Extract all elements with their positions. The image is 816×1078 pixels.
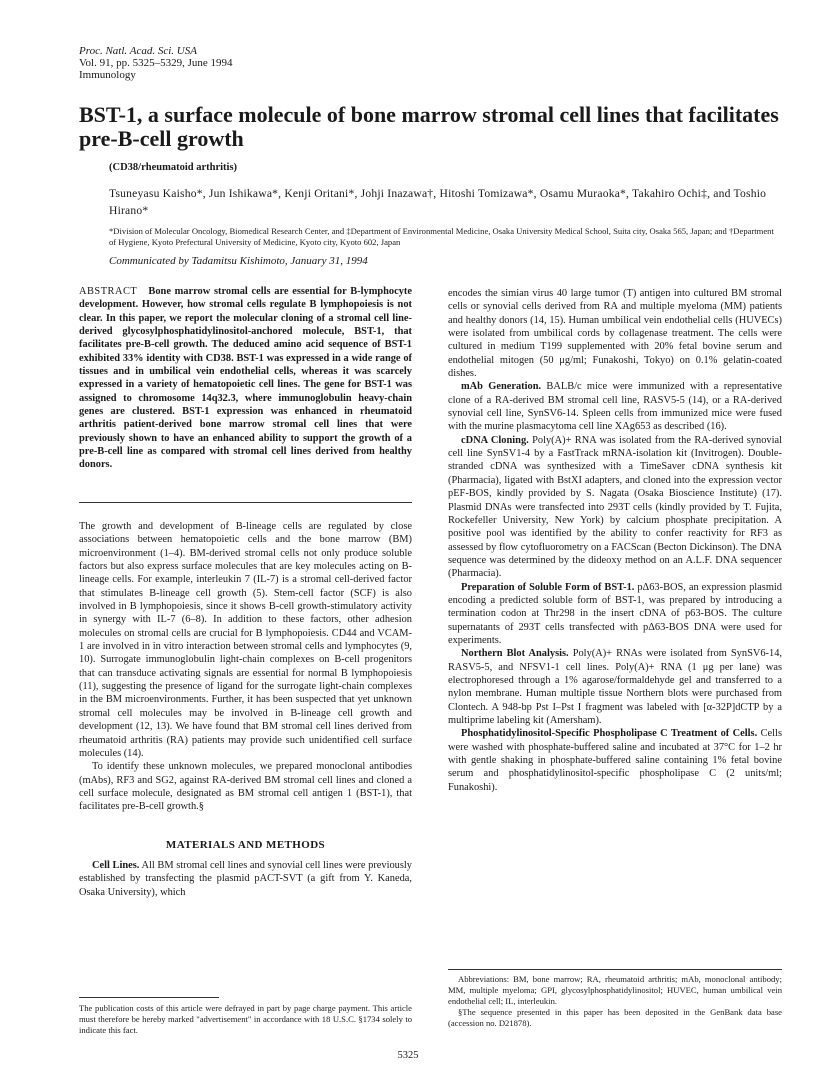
intro-paragraph: The growth and development of B-lineage cells are regulated by close associations between hematopoietic cells and the bone marrow (BM) microenvironment (1–4). BM-derived stromal cells not only produce soluble factors but also express surface molecules that are key molecules acting on B-lineage cells. For example, interleukin 7 (IL-7) is a stromal cell-derived factor that stimulates B-lineage cell growth (5). Stem-cell factor (SCF) is also involved in B lymphopoiesis, since it shows B-cell growth-stimulatory activity in synergy with IL-7 (6–8). In addition to these factors, other adhesion molecules on stromal cells are crucial for B lymphopoiesis. CD44 and VCAM-1 are involved in in vitro interaction between stromal cells and lymphocytes (9, 10). Surrogate immunoglobulin light-chain complexes on B-cell progenitors that can transduce activating signals are essential for normal B lymphopoiesis (11), suggesting the presence of ligand for the surrogate light-chain complexes in the BM microenvironments. Further, it has been suspected that yet unknown stromal cell molecules may be involved in B-lineage cell growth and development (12, 13). We have found that BM stromal cell lines derived from rheumatoid arthritis (RA) patients may provide such unidentified cell surface molecules (14). bbox=[79, 521, 412, 759]
method-paragraph: Northern Blot Analysis. Poly(A)+ RNAs were isolated from SynSV6-14, RASV5-5, and NFSV1-1 cell lines. Poly(A)+ RNA (1 μg per lane) was electrophoresed through a 1% agarose/formaldehyde gel and transferred to a nylon membrane. Human multiple tissue Northern blots were purchased from Clontech. A 948-bp Pst I–Pst I fragment was labeled with [α-32P]dCTP by a multiprime labeling kit (Amersham). bbox=[448, 648, 782, 726]
abstract-text: Bone marrow stromal cells are essential for B-lymphocyte development. However, how stromal cells regulate B lymphopoiesis is not clear. In this paper, we report the molecular cloning of a stromal cell line-derived glycosylphosphatidylinositol-anchored molecule, BST-1, that facilitates pre-B-cell growth. The deduced amino acid sequence of BST-1 exhibited 33% identity with CD38. BST-1 was expressed in a wide range of tissues and in umbilical vein endothelial cells, whereas it was scarcely expressed in a variety of hematopoietic cell lines. The gene for BST-1 was assigned to chromosome 14q32.3, where immunoglobulin heavy-chain genes are clustered. BST-1 expression was enhanced in rheumatoid arthritis patient-derived bone marrow stromal cell lines that were previously shown to have an enhanced ability to support the growth of a pre-B-cell line as compared with stromal cell lines derived from healthy donors. bbox=[79, 286, 412, 471]
intro-paragraph: To identify these unknown molecules, we prepared monoclonal antibodies (mAbs), RF3 and SG2, against RA-derived BM stromal cell lines and cloned a cell surface molecule, designated as BM stromal cell antigen 1 (BST-1), that facilitates pre-B-cell growth.§ bbox=[79, 761, 412, 813]
journal-name: Proc. Natl. Acad. Sci. USA bbox=[79, 45, 197, 57]
abstract-label: ABSTRACT bbox=[79, 286, 138, 297]
affiliations: *Division of Molecular Oncology, Biomedical Research Center, and ‡Department of Environmental Medicine, Osaka University Medical School, Suita city, Osaka 565, Japan; and †Department of Hygiene, Kyoto Prefectural University of Medicine, Kyoto city, Kyoto 602, Japan bbox=[109, 226, 774, 247]
paper-title: BST-1, a surface molecule of bone marrow stromal cell lines that facilitates pre-B-cell growth bbox=[79, 102, 779, 151]
journal-header bbox=[79, 45, 233, 81]
publication-costs-footnote: The publication costs of this article were defrayed in part by page charge payment. This article must therefore be hereby marked "advertisement" in accordance with 18 U.S.C. §1734 solely to indicate this fact. bbox=[79, 1003, 412, 1035]
page-number: 5325 bbox=[397, 1050, 419, 1061]
volume-info: Vol. 91, pp. 5325–5329, June 1994 bbox=[79, 57, 233, 69]
method-paragraph: encodes the simian virus 40 large tumor (T) antigen into cultured BM stromal cells or synovial cells derived from RA and multiple myeloma (MM) patients and healthy donors (14, 15). Human umbilical vein endothelial cells (HUVECs) were isolated from umbilical cords by collagenase treatment. The cells were cultured in medium T199 supplemented with 20% fetal bovine serum and endothelial mitogen (50 μg/ml; Funakoshi, Tokyo) on 0.1% gelatin-coated dishes. bbox=[448, 288, 782, 380]
author-list: Tsuneyasu Kaisho*, Jun Ishikawa*, Kenji Oritani*, Johji Inazawa†, Hitoshi Tomizawa*, Osamu Muraoka*, Takahiro Ochi‡, and Toshio Hirano* bbox=[109, 187, 767, 217]
cell-lines-paragraph bbox=[79, 859, 412, 899]
method-paragraph: cDNA Cloning. Poly(A)+ RNA was isolated from the RA-derived synovial cell line SynSV1-4 by a FastTrack mRNA-isolation kit (Invitrogen). Double-stranded cDNA was synthesized with a TimeSaver cDNA synthesis kit (Pharmacia), ligated with BstXI adapters, and cloned into the expression vector pEF-BOS, kindly provided by S. Nagata (Osaka Bioscience Institute) (17). Plasmid DNAs were transfected into 293T cells (kindly provided by T. Fujita, Rockefeller University, New York) by calcium phosphate precipitation. A positive pool was identified by the ability to confer reactivity for RF3 as assessed by flow cytofluorometry on a FACScan (Becton Dickinson). The DNA sequence was determined by the dideoxy method on an A.L.F. DNA sequencer (Pharmacia). bbox=[448, 434, 782, 580]
cell-lines-text: All BM stromal cell lines and synovial cell lines were previously established by transfecting the plasmid pACT-SVT (a gift from Y. Kaneda, Osaka University), which bbox=[79, 860, 412, 898]
abstract bbox=[79, 285, 412, 472]
methods-right-column bbox=[448, 287, 782, 794]
abstract-divider bbox=[79, 502, 412, 503]
introduction bbox=[79, 520, 412, 814]
section-name: Immunology bbox=[79, 69, 136, 81]
communicated-by: Communicated by Tadamitsu Kishimoto, January 31, 1994 bbox=[109, 255, 368, 267]
cell-lines-label: Cell Lines. bbox=[92, 860, 140, 871]
abbreviations-divider bbox=[448, 969, 782, 970]
abbreviations-footnote bbox=[448, 974, 782, 1029]
keywords: (CD38/rheumatoid arthritis) bbox=[109, 162, 238, 173]
method-paragraph: mAb Generation. BALB/c mice were immunized with a representative clone of a RA-derived BM stromal cell line, RASV5-5 (14), or a RA-derived synovial cell line, SynSV6-14. Spleen cells from immunized mice were fused with the murine plasmacytoma cell line XAg653 as described (16). bbox=[448, 381, 782, 433]
method-paragraph: Phosphatidylinositol-Specific Phospholipase C Treatment of Cells. Cells were washed with phosphate-buffered saline and incubated at 37°C for 1–2 hr with gentle shaking in phosphate-buffered saline containing 1% fetal bovine serum and phosphatidylinositol-specific phospholipase C (2 units/ml; Funakoshi). bbox=[448, 728, 782, 793]
footnote-divider bbox=[79, 997, 219, 998]
abbreviations: Abbreviations: BM, bone marrow; RA, rheumatoid arthritis; mAb, monoclonal antibody; MM, multiple myeloma; GPI, glycosylphosphatidylinositol; HUVEC, human umbilical vein endothelial cell; IL, interleukin. bbox=[448, 974, 782, 1006]
methods-heading: MATERIALS AND METHODS bbox=[165, 839, 326, 851]
sequence-note: §The sequence presented in this paper has been deposited in the GenBank data base (accession no. D21878). bbox=[448, 1007, 782, 1028]
method-paragraph: Preparation of Soluble Form of BST-1. pΔ63-BOS, an expression plasmid encoding a predicted soluble form of BST-1, was prepared by introducing a termination codon at Thr298 in the insert cDNA of p63-BOS. The culture supernatants of 293T cells transfected with pΔ63-BOS DNA were used for experiments. bbox=[448, 581, 782, 646]
